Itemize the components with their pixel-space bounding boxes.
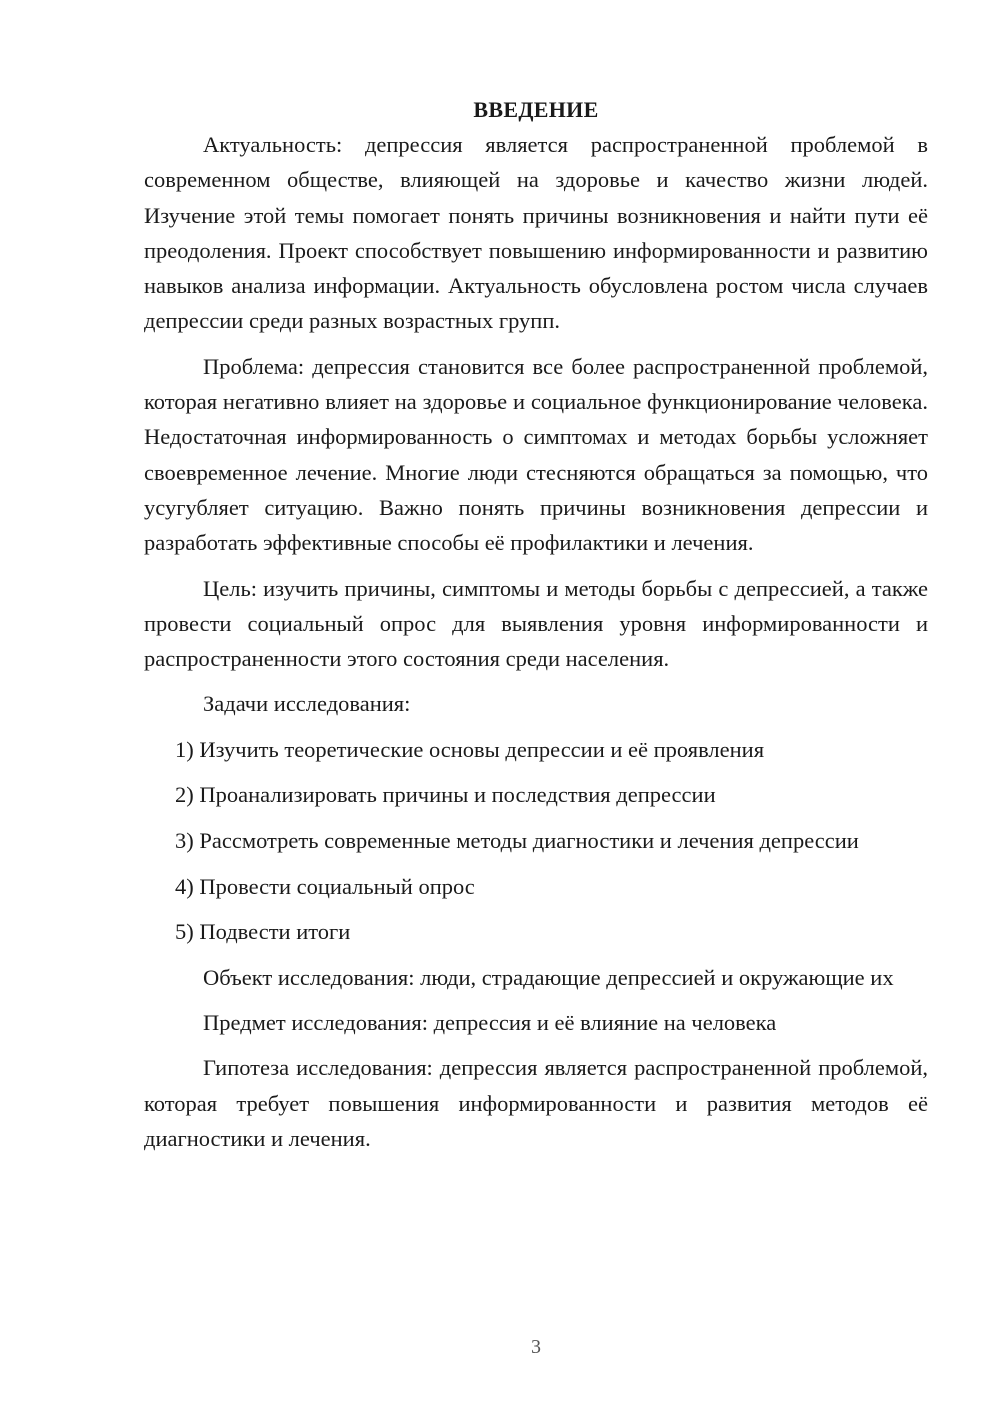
object-paragraph: Объект исследования: люди, страдающие депрессией и окружающие их — [203, 964, 894, 990]
tasks-heading: Задачи исследования: — [203, 691, 411, 717]
hypothesis-paragraph: Гипотеза исследования: депрессия является распространенной проблемой, которая требует повышения информированности и развития методов её диагностики и лечения. — [144, 1055, 928, 1151]
task-item-2: 2) Проанализировать причины и последствия депрессии — [175, 782, 716, 808]
problem-paragraph: Проблема: депрессия становится все более распространенной проблемой, которая негативно влияет на здоровье и социальное функционирование человека. Недостаточная информированность о симптомах и методах борьбы усложняет своевременное лечение. Многие люди стесняются обращаться за помощью, что усугубляет ситуацию. Важно понять причины возникновения депрессии и разработать эффективные способы её профилактики и лечения. — [144, 353, 928, 556]
goal-paragraph: Цель: изучить причины, симптомы и методы борьбы с депрессией, а также провести социальный опрос для выявления уровня информированности и распространенности этого состояния среди населения. — [144, 575, 928, 672]
task-item-5: 5) Подвести итоги — [175, 919, 351, 945]
tasks-list — [144, 732, 928, 950]
task-item-4: 4) Провести социальный опрос — [175, 873, 475, 899]
relevance-paragraph: Актуальность: депрессия является распространенной проблемой в современном обществе, влияющей на здоровье и качество жизни людей. Изучение этой темы помогает понять причины возникновения и найти пути её преодоления. Проект способствует повышению информированности и развитию навыков анализа информации. Актуальность обусловлена ростом числа случаев депрессии среди разных возрастных групп. — [144, 132, 928, 334]
page-number: 3 — [531, 1336, 541, 1358]
section-heading: ВВЕДЕНИЕ — [473, 97, 599, 122]
subject-paragraph: Предмет исследования: депрессия и её влияние на человека — [203, 1010, 777, 1036]
document-page — [144, 92, 928, 1166]
task-item-3: 3) Рассмотреть современные методы диагностики и лечения депрессии — [175, 827, 859, 853]
task-item-1: 1) Изучить теоретические основы депрессии и её проявления — [175, 736, 765, 762]
